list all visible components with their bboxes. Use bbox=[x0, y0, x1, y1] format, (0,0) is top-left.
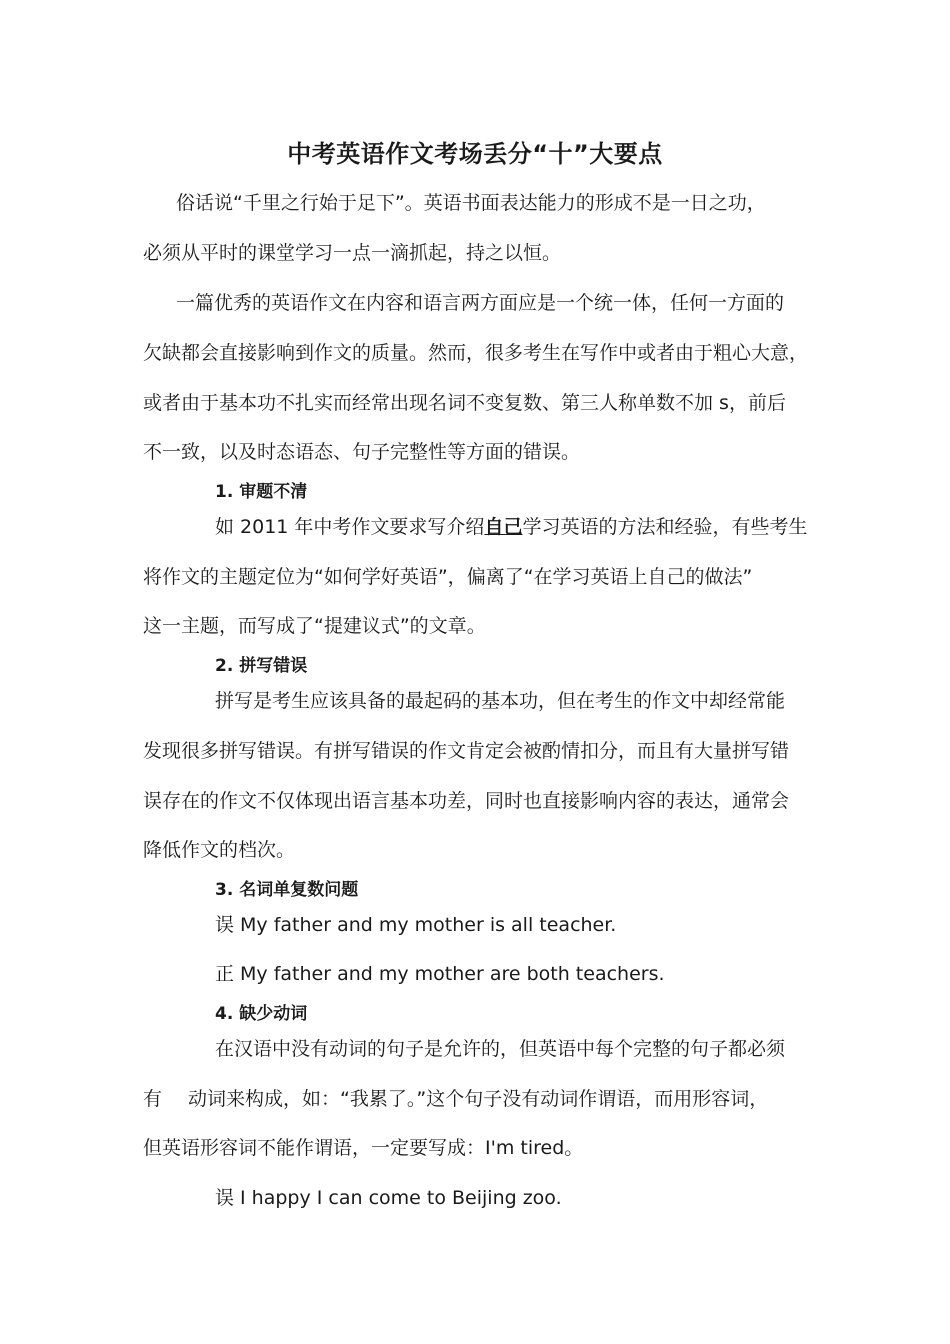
section-1-emphasis: 自己 bbox=[484, 516, 523, 538]
intro-paragraph-2-line-4: 不一致，以及时态语态、句子完整性等方面的错误。 bbox=[143, 441, 581, 463]
section-1-line-1-text-b: 学习英语的方法和经验，有些考生 bbox=[522, 516, 808, 538]
section-4-line-1: 在汉语中没有动词的句子是允许的，但英语中每个完整的句子都必须 bbox=[215, 1038, 786, 1060]
section-2-line-4: 降低作文的档次。 bbox=[143, 839, 296, 861]
intro-paragraph-2-line-2: 欠缺都会直接影响到作文的质量。然而，很多考生在写作中或者由于粗心大意， bbox=[143, 342, 809, 364]
section-2-heading: 2. 拼写错误 bbox=[215, 656, 308, 676]
document-title: 中考英语作文考场丢分“十”大要点 bbox=[287, 140, 663, 168]
section-2-line-3: 误存在的作文不仅体现出语言基本功差，同时也直接影响内容的表达，通常会 bbox=[143, 790, 790, 812]
section-4-line-3: 但英语形容词不能作谓语，一定要写成：I'm tired。 bbox=[143, 1137, 584, 1159]
section-4-line-2-text-b: 动词来构成，如：“我累了。”这个句子没有动词作谓语，而用形容词， bbox=[188, 1088, 769, 1110]
section-3-right-example: 正 My father and my mother are both teachers. bbox=[215, 963, 665, 985]
section-1-line-2: 将作文的主题定位为“如何学好英语”，偏离了“在学习英语上自己的做法” bbox=[143, 566, 753, 588]
intro-paragraph-2-line-1: 一篇优秀的英语作文在内容和语言两方面应是一个统一体，任何一方面的 bbox=[176, 292, 785, 314]
section-2-line-2: 发现很多拼写错误。有拼写错误的作文肯定会被酌情扣分，而且有大量拼写错 bbox=[143, 740, 790, 762]
intro-paragraph-2-line-3: 或者由于基本功不扎实而经常出现名词不变复数、第三人称单数不加 s，前后 bbox=[143, 392, 786, 414]
section-3-heading: 3. 名词单复数问题 bbox=[215, 880, 359, 900]
section-2-line-1: 拼写是考生应该具备的最起码的基本功，但在考生的作文中却经常能 bbox=[215, 690, 786, 712]
section-4-heading: 4. 缺少动词 bbox=[215, 1004, 308, 1024]
section-3-wrong-example: 误 My father and my mother is all teacher. bbox=[215, 914, 617, 936]
intro-paragraph-1-line-2: 必须从平时的课堂学习一点一滴抓起，持之以恒。 bbox=[143, 242, 562, 264]
section-1-line-1 bbox=[215, 512, 807, 539]
section-1-line-1-text-a: 如 2011 年中考作文要求写介绍 bbox=[215, 516, 485, 538]
section-1-line-3: 这一主题，而写成了“提建议式”的文章。 bbox=[143, 615, 486, 637]
section-1-heading: 1. 审题不清 bbox=[215, 482, 308, 502]
section-4-line-2-text-a: 有 bbox=[143, 1088, 163, 1110]
intro-paragraph-1-line-1: 俗话说“千里之行始于足下”。英语书面表达能力的形成不是一日之功， bbox=[176, 192, 766, 214]
section-4-wrong-example: 误 I happy I can come to Beijing zoo. bbox=[215, 1187, 562, 1209]
section-4-line-2 bbox=[143, 1084, 768, 1111]
